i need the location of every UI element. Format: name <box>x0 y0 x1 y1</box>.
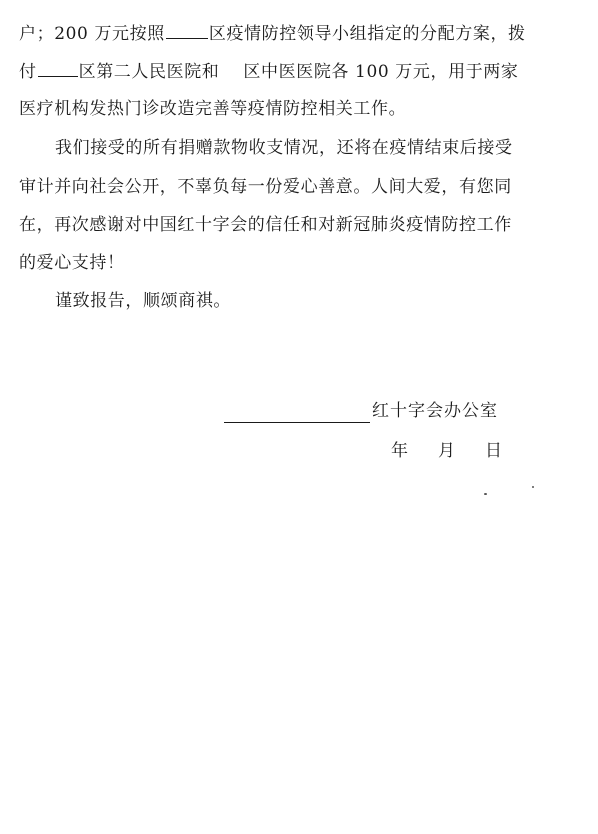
date-year-label: 年 <box>391 441 408 461</box>
body-line-1 <box>19 22 526 45</box>
body-line-6: 在，再次感谢对中国红十字会的信任和对新冠肺炎疫情防控工作 <box>19 215 512 235</box>
district-blank-2 <box>38 60 78 77</box>
signature-date <box>391 440 502 462</box>
signature-organization: 红十字会办公室 <box>372 401 498 421</box>
body-line-2 <box>19 60 518 83</box>
closing-line: 谨致报告，顺颂商祺。 <box>55 291 231 311</box>
body-line-2-part-1: 付 <box>19 62 37 82</box>
body-line-2-part-2: 区第二人民医院和 <box>78 62 220 82</box>
body-line-1-part-1: 户；200 万元按照 <box>19 24 165 44</box>
body-line-2-part-3: 区中医医院各 100 万元，用于两家 <box>243 62 519 82</box>
date-day-label: 日 <box>485 441 502 461</box>
scan-speck <box>532 486 534 488</box>
body-line-1-part-2: 区疫情防控领导小组指定的分配方案，拨 <box>208 24 526 44</box>
scan-speck <box>484 493 487 495</box>
body-line-3: 医疗机构发热门诊改造完善等疫情防控相关工作。 <box>19 99 407 119</box>
date-month-label: 月 <box>438 441 455 461</box>
body-line-7: 的爱心支持！ <box>19 253 125 273</box>
body-line-4: 我们接受的所有捐赠款物收支情况，还将在疫情结束后接受 <box>55 138 513 158</box>
body-line-5: 审计并向社会公开，不辜负每一份爱心善意。人间大爱，有您同 <box>19 177 512 197</box>
signature-blank <box>224 422 370 423</box>
district-blank-1 <box>166 22 208 39</box>
